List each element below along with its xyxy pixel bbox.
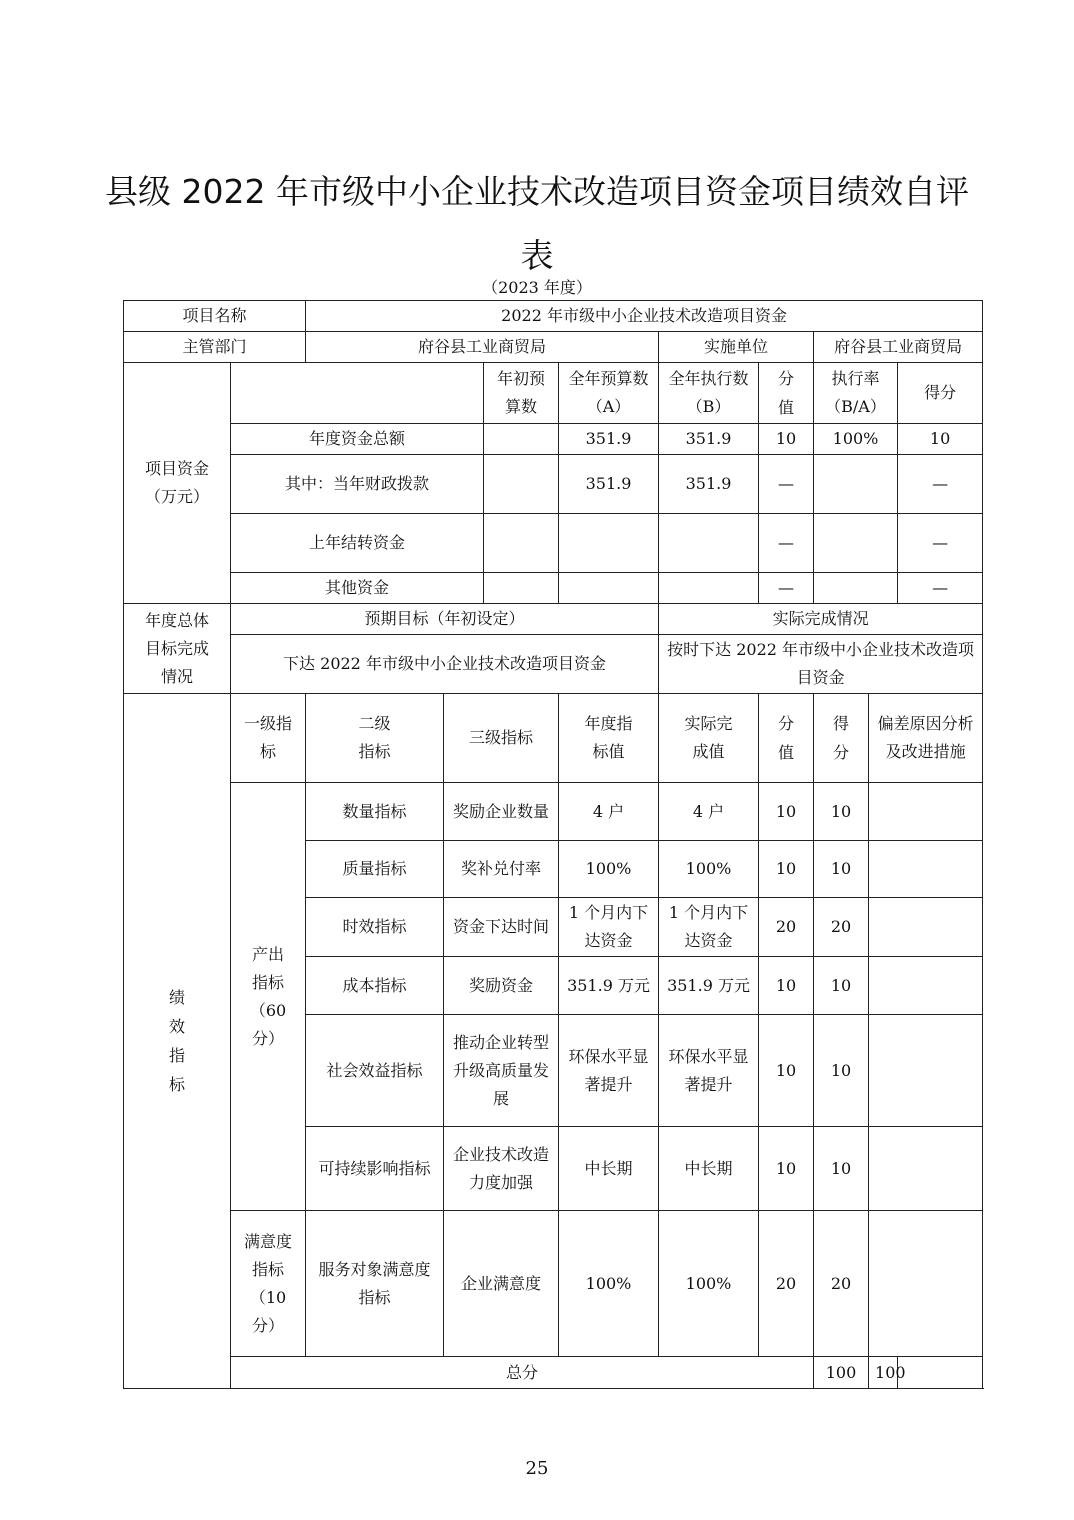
ind-row-score: 20 <box>814 1211 869 1357</box>
ind-row-l3: 奖励资金 <box>444 957 559 1015</box>
funds-row-score-value: — <box>759 514 814 573</box>
funds-row-rate: 100% <box>814 424 898 455</box>
funds-row-name: 年度资金总额 <box>231 424 484 455</box>
funds-row-exec: 351.9 <box>659 424 759 455</box>
ind-row-l3: 资金下达时间 <box>444 898 559 957</box>
funds-row-exec <box>659 514 759 573</box>
funds-header-score: 得分 <box>898 363 983 424</box>
performance-table <box>123 300 983 1389</box>
page-number: 25 <box>525 1458 549 1479</box>
funds-row-name: 其中：当年财政拨款 <box>231 455 484 514</box>
funds-row-budget <box>559 573 659 604</box>
total-label: 总分 <box>231 1357 814 1389</box>
ind-row-l2: 质量指标 <box>306 841 444 898</box>
goal-expected-value: 下达 2022 年市级中小企业技术改造项目资金 <box>231 635 659 694</box>
funds-row-score: — <box>898 514 983 573</box>
ind-row-l3: 推动企业转型升级高质量发展 <box>444 1015 559 1127</box>
ind-row-target: 100% <box>559 841 659 898</box>
project-name-label: 项目名称 <box>124 301 306 332</box>
total-score-value: 100 <box>814 1357 869 1389</box>
funds-row-score-value: — <box>759 455 814 514</box>
ind-header-score-value: 分值 <box>759 694 814 783</box>
funds-row-score-value: 10 <box>759 424 814 455</box>
ind-row-l3: 企业技术改造力度加强 <box>444 1127 559 1211</box>
ind-row-note <box>869 898 983 957</box>
funds-header-budget: 全年预算数（A） <box>559 363 659 424</box>
ind-row-actual: 351.9 万元 <box>659 957 759 1015</box>
ind-row-note <box>869 1127 983 1211</box>
ind-header-l3: 三级指标 <box>444 694 559 783</box>
ind-row-l2: 可持续影响指标 <box>306 1127 444 1211</box>
funds-header-exec: 全年执行数（B） <box>659 363 759 424</box>
ind-row-score-value: 10 <box>759 957 814 1015</box>
funds-header-rate: 执行率（B/A） <box>814 363 898 424</box>
ind-row-score: 20 <box>814 898 869 957</box>
ind-row-target: 1 个月内下达资金 <box>559 898 659 957</box>
ind-row-target: 环保水平显著提升 <box>559 1015 659 1127</box>
ind-row-actual: 4 户 <box>659 783 759 841</box>
ind-row-note <box>869 1015 983 1127</box>
ind-row-score: 10 <box>814 1127 869 1211</box>
title-line-2: 表 <box>520 236 554 275</box>
unit-label: 实施单位 <box>659 332 814 363</box>
output-indicator-label: 产出指标（60分） <box>231 783 306 1211</box>
ind-row-note <box>869 957 983 1015</box>
goal-actual-value: 按时下达 2022 年市级中小企业技术改造项目资金 <box>659 635 983 694</box>
funds-row-initial <box>484 514 559 573</box>
ind-row-actual: 100% <box>659 841 759 898</box>
funds-row-budget: 351.9 <box>559 455 659 514</box>
ind-row-actual: 1 个月内下达资金 <box>659 898 759 957</box>
funds-row-initial <box>484 455 559 514</box>
ind-row-score-value: 10 <box>759 841 814 898</box>
ind-row-score-value: 20 <box>759 898 814 957</box>
title-line-1: 县级 2022 年市级中小企业技术改造项目资金项目绩效自评 <box>105 172 969 211</box>
ind-header-score: 得分 <box>814 694 869 783</box>
ind-row-l2: 服务对象满意度指标 <box>306 1211 444 1357</box>
ind-row-score-value: 20 <box>759 1211 814 1357</box>
dept-value: 府谷县工业商贸局 <box>306 332 659 363</box>
funds-row-score: — <box>898 455 983 514</box>
ind-row-l2: 成本指标 <box>306 957 444 1015</box>
ind-row-score-value: 10 <box>759 1015 814 1127</box>
funds-row-score: — <box>898 573 983 604</box>
total-score: 100 <box>869 1357 898 1389</box>
indicators-label: 绩效指标 <box>124 694 231 1389</box>
funds-row-rate <box>814 514 898 573</box>
funds-row-score-value: — <box>759 573 814 604</box>
ind-row-score-value: 10 <box>759 1127 814 1211</box>
goal-label: 年度总体目标完成情况 <box>124 604 231 694</box>
ind-row-actual: 中长期 <box>659 1127 759 1211</box>
ind-row-score: 10 <box>814 1015 869 1127</box>
ind-row-target: 4 户 <box>559 783 659 841</box>
ind-row-l3: 奖励企业数量 <box>444 783 559 841</box>
funds-header-score-value: 分值 <box>759 363 814 424</box>
funds-row-score: 10 <box>898 424 983 455</box>
ind-header-note: 偏差原因分析及改进措施 <box>869 694 983 783</box>
ind-row-note <box>869 783 983 841</box>
ind-row-l2: 时效指标 <box>306 898 444 957</box>
report-year: （2023 年度） <box>482 278 592 297</box>
ind-row-score-value: 10 <box>759 783 814 841</box>
funds-header-initial: 年初预算数 <box>484 363 559 424</box>
unit-value: 府谷县工业商贸局 <box>814 332 983 363</box>
funds-label: 项目资金（万元） <box>124 363 231 604</box>
funds-row-initial <box>484 424 559 455</box>
ind-row-score: 10 <box>814 957 869 1015</box>
funds-row-name: 上年结转资金 <box>231 514 484 573</box>
ind-header-l1: 一级指标 <box>231 694 306 783</box>
total-note <box>898 1357 983 1389</box>
ind-row-note <box>869 1211 983 1357</box>
funds-row-budget <box>559 514 659 573</box>
ind-row-target: 100% <box>559 1211 659 1357</box>
funds-row-exec: 351.9 <box>659 455 759 514</box>
ind-row-score: 10 <box>814 783 869 841</box>
funds-row-rate <box>814 573 898 604</box>
satisfaction-indicator-label: 满意度指标（10分） <box>231 1211 306 1357</box>
ind-row-actual: 环保水平显著提升 <box>659 1015 759 1127</box>
project-name-value: 2022 年市级中小企业技术改造项目资金 <box>306 301 983 332</box>
ind-header-target: 年度指标值 <box>559 694 659 783</box>
funds-row-exec <box>659 573 759 604</box>
goal-expected-label: 预期目标（年初设定） <box>231 604 659 635</box>
ind-row-l2: 社会效益指标 <box>306 1015 444 1127</box>
ind-row-score: 10 <box>814 841 869 898</box>
ind-header-actual: 实际完成值 <box>659 694 759 783</box>
page-title <box>0 160 1074 288</box>
dept-label: 主管部门 <box>124 332 306 363</box>
ind-row-l2: 数量指标 <box>306 783 444 841</box>
ind-row-l3: 企业满意度 <box>444 1211 559 1357</box>
funds-header-blank <box>231 363 484 424</box>
ind-row-l3: 奖补兑付率 <box>444 841 559 898</box>
funds-row-name: 其他资金 <box>231 573 484 604</box>
ind-row-note <box>869 841 983 898</box>
funds-row-initial <box>484 573 559 604</box>
goal-actual-label: 实际完成情况 <box>659 604 983 635</box>
ind-header-l2: 二级指标 <box>306 694 444 783</box>
funds-row-budget: 351.9 <box>559 424 659 455</box>
ind-row-target: 中长期 <box>559 1127 659 1211</box>
funds-row-rate <box>814 455 898 514</box>
ind-row-target: 351.9 万元 <box>559 957 659 1015</box>
ind-row-actual: 100% <box>659 1211 759 1357</box>
